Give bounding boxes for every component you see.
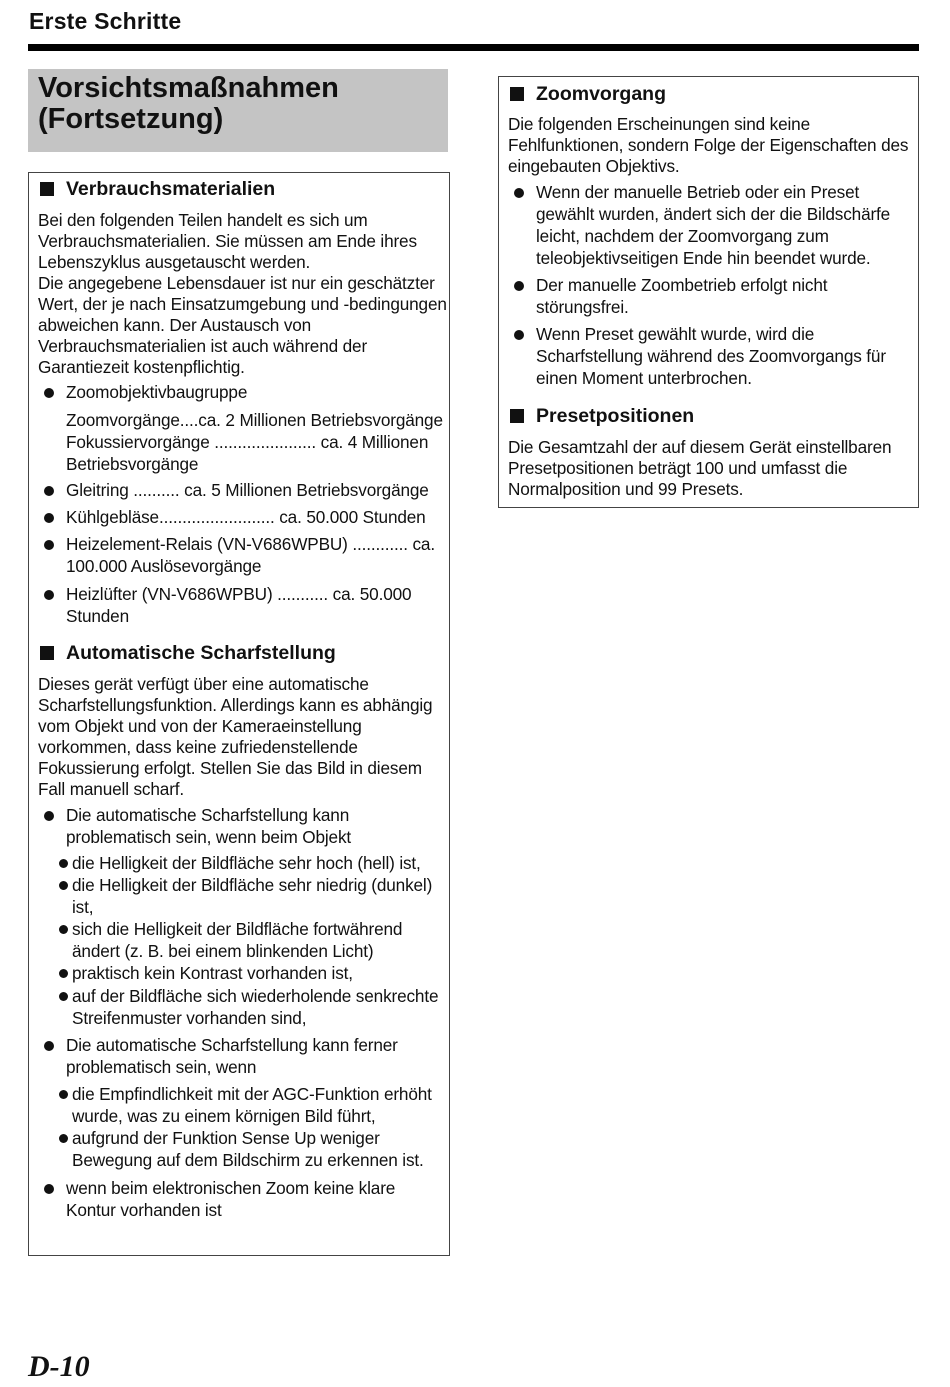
sub-bullet-icon (59, 992, 68, 1001)
autofocus-intro-line: Fall manuell scharf. (38, 779, 185, 799)
sub-bullet-icon (59, 1090, 68, 1099)
section-square-icon (510, 409, 524, 423)
fan-item: Kühlgebläse......................... ca. 50.000 Stunden (66, 507, 426, 527)
consumables-intro-line: Verbrauchsmaterialien. Sie müssen am Ende ihres (38, 231, 417, 251)
autofocus-sub-item: sich die Helligkeit der Bildfläche fortwährend (72, 919, 403, 939)
presets-heading: Presetpositionen (536, 405, 695, 427)
presets-text-line: Die Gesamtzahl der auf diesem Gerät einstellbaren (508, 437, 892, 457)
page-number: D-10 (28, 1350, 90, 1383)
zoom-intro-line: Die folgenden Erscheinungen sind keine (508, 114, 810, 134)
autofocus-sub-item: die Helligkeit der Bildfläche sehr hoch (hell) ist, (72, 853, 421, 873)
autofocus-sub-item: praktisch kein Kontrast vorhanden ist, (72, 963, 353, 983)
autofocus-heading: Automatische Scharfstellung (66, 642, 336, 664)
bullet-icon (514, 281, 524, 291)
bullet-icon (514, 330, 524, 340)
consumables-intro-line: Wert, der je nach Einsatzumgebung und -bedingungen (38, 294, 447, 314)
heater-fan-item: Heizlüfter (VN-V686WPBU) ........... ca. 50.000 (66, 584, 412, 604)
consumables-intro-line: abweichen kann. Der Austausch von (38, 315, 312, 335)
consumables-intro-line: Die angegebene Lebensdauer ist nur ein geschätzter (38, 273, 435, 293)
consumables-intro-line: Bei den folgenden Teilen handelt es sich um (38, 210, 368, 230)
zoom-intro-line: eingebauten Objektivs. (508, 156, 680, 176)
autofocus-sub-item: Bewegung auf dem Bildschirm zu erkennen ist. (72, 1150, 424, 1170)
autofocus-intro-line: Dieses gerät verfügt über eine automatische (38, 674, 369, 694)
zoom-intro-line: Fehlfunktionen, sondern Folge der Eigenschaften des (508, 135, 909, 155)
page-title-line-2: (Fortsetzung) (38, 103, 224, 135)
sub-bullet-icon (59, 859, 68, 868)
bullet-icon (44, 1184, 54, 1194)
autofocus-sub-item: wurde, was zu einem körnigen Bild führt, (72, 1106, 376, 1126)
autofocus-item-1: problematisch sein, wenn beim Objekt (66, 827, 352, 847)
heater-relay-item: 100.000 Auslösevorgänge (66, 556, 262, 576)
autofocus-item-1: Die automatische Scharfstellung kann (66, 805, 350, 825)
zoom-item-1: leicht, nachdem der Zoomvorgang zum (536, 226, 829, 246)
autofocus-intro-line: vorkommen, dass keine zufriedenstellende (38, 737, 358, 757)
sub-bullet-icon (59, 969, 68, 978)
zoom-assembly-line: Fokussiervorgänge ...................... ca. 4 Millionen (66, 432, 429, 452)
autofocus-sub-item: die Empfindlichkeit mit der AGC-Funktion erhöht (72, 1084, 432, 1104)
section-square-icon (510, 87, 524, 101)
bullet-icon (44, 1041, 54, 1051)
bullet-icon (44, 513, 54, 523)
bullet-icon (44, 388, 54, 398)
zoom-item-2: störungsfrei. (536, 297, 629, 317)
section-header: Erste Schritte (29, 8, 182, 34)
autofocus-item-3: wenn beim elektronischen Zoom keine klare (66, 1178, 396, 1198)
presets-text-line: Normalposition und 99 Presets. (508, 479, 744, 499)
autofocus-sub-item: auf der Bildfläche sich wiederholende senkrechte (72, 986, 439, 1006)
zoom-item-3: Wenn Preset gewählt wurde, wird die (536, 324, 815, 344)
zoom-item-2: Der manuelle Zoombetrieb erfolgt nicht (536, 275, 828, 295)
zoom-item-1: gewählt wurden, ändert sich der die Bildschärfe (536, 204, 891, 224)
section-square-icon (40, 182, 54, 196)
bullet-icon (514, 188, 524, 198)
zoom-heading: Zoomvorgang (536, 83, 666, 105)
zoom-item-1: teleobjektivseitigen Ende hin beendet wurde. (536, 248, 871, 268)
autofocus-intro-line: Scharfstellungsfunktion. Allerdings kann es abhängig (38, 695, 433, 715)
bullet-icon (44, 811, 54, 821)
zoom-item-3: Scharfstellung während des Zoomvorgangs für (536, 346, 886, 366)
section-square-icon (40, 646, 54, 660)
header-rule (28, 44, 919, 51)
autofocus-item-2: problematisch sein, wenn (66, 1057, 257, 1077)
autofocus-item-2: Die automatische Scharfstellung kann ferner (66, 1035, 398, 1055)
bullet-icon (44, 486, 54, 496)
heater-fan-item: Stunden (66, 606, 129, 626)
autofocus-sub-item: aufgrund der Funktion Sense Up weniger (72, 1128, 380, 1148)
heater-relay-item: Heizelement-Relais (VN-V686WPBU) ............ ca. (66, 534, 435, 554)
page-title-line-1: Vorsichtsmaßnahmen (38, 72, 339, 104)
sub-bullet-icon (59, 881, 68, 890)
page-title (38, 73, 339, 135)
autofocus-intro-line: Fokussierung erfolgt. Stellen Sie das Bild in diesem (38, 758, 422, 778)
autofocus-intro-line: vom Objekt und von der Kameraeinstellung (38, 716, 362, 736)
autofocus-sub-item: die Helligkeit der Bildfläche sehr niedrig (dunkel) (72, 875, 433, 895)
consumables-heading: Verbrauchsmaterialien (66, 178, 276, 200)
zoom-item-3: einen Moment unterbrochen. (536, 368, 752, 388)
bullet-icon (44, 590, 54, 600)
autofocus-sub-item: Streifenmuster vorhanden sind, (72, 1008, 307, 1028)
sub-bullet-icon (59, 1134, 68, 1143)
zoom-assembly-line: Betriebsvorgänge (66, 454, 199, 474)
sub-bullet-icon (59, 925, 68, 934)
slip-ring-item: Gleitring .......... ca. 5 Millionen Betriebsvorgänge (66, 480, 429, 500)
autofocus-sub-item: ändert (z. B. bei einem blinkenden Licht) (72, 941, 374, 961)
autofocus-item-3: Kontur vorhanden ist (66, 1200, 222, 1220)
zoom-item-1: Wenn der manuelle Betrieb oder ein Preset (536, 182, 860, 202)
consumables-intro-line: Verbrauchsmaterialien ist auch während der (38, 336, 368, 356)
presets-text-line: Presetpositionen beträgt 100 und umfasst die (508, 458, 848, 478)
zoom-assembly-line: Zoomvorgänge....ca. 2 Millionen Betriebsvorgänge (66, 410, 443, 430)
bullet-icon (44, 540, 54, 550)
autofocus-sub-item: ist, (72, 897, 94, 917)
consumables-intro-line: Garantiezeit kostenpflichtig. (38, 357, 245, 377)
consumables-intro-line: Lebenszyklus ausgetauscht werden. (38, 252, 311, 272)
zoom-assembly-label: Zoomobjektivbaugruppe (66, 382, 248, 402)
